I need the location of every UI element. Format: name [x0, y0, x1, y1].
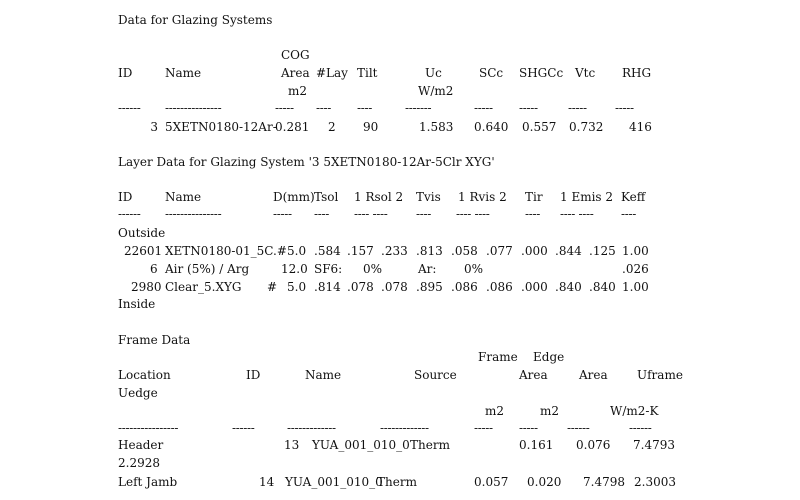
glazing-dash-7: ----- — [474, 101, 493, 115]
glazing-row-name: 5XETN0180-12Ar- — [165, 120, 277, 134]
frame-header-source: Source — [414, 368, 457, 382]
frame-dash-7: ------ — [567, 421, 590, 435]
layer-row2-name: Air (5%) / Arg — [165, 262, 250, 276]
layer-row1-rvis1: .058 — [451, 244, 478, 258]
layer-row3-id: 2980 — [131, 280, 162, 294]
frame-row2-location: Left Jamb — [118, 475, 178, 489]
layer-dash-10: ---- — [621, 207, 637, 221]
layer-row3-d: 5.0 — [287, 280, 307, 294]
header-vtc: Vtc — [575, 66, 596, 80]
frame-header-location: Location — [118, 368, 171, 382]
layer-dash-5: ---- ---- — [354, 207, 388, 221]
glazing-dash-10: ----- — [615, 101, 634, 115]
layer-dash-3: ----- — [273, 207, 292, 221]
layer-dash-2: --------------- — [165, 207, 222, 221]
layer-row1-rsol2: .233 — [381, 244, 408, 258]
glazing-row-scc: 0.640 — [474, 120, 509, 134]
layer-row3-mark: # — [267, 280, 278, 294]
frame-dash-8: ------ — [629, 421, 652, 435]
frame-dash-6: ----- — [519, 421, 538, 435]
layer-row3-rsol1: .078 — [347, 280, 374, 294]
header-uc-unit: W/m2 — [418, 84, 454, 98]
layer-header-rvis: 1 Rvis 2 — [458, 190, 507, 204]
layer-row3-rsol2: .078 — [381, 280, 408, 294]
layer-row1-id: 22601 — [124, 244, 163, 258]
layer-row1-tir: .000 — [521, 244, 548, 258]
layer-inside-label: Inside — [118, 297, 156, 311]
layer-row2-gas2-pct: 0% — [464, 262, 484, 276]
header-scc: SCc — [479, 66, 504, 80]
layer-dash-4: ---- — [314, 207, 330, 221]
layer-row3-tsol: .814 — [314, 280, 341, 294]
frame-row1-uframe: 7.4793 — [633, 438, 675, 452]
frame-row2-source: Therm — [377, 475, 417, 489]
frame-row1-uedge: 2.2928 — [118, 456, 160, 470]
layer-header-rsol: 1 Rsol 2 — [354, 190, 404, 204]
layer-row2-id: 6 — [150, 262, 158, 276]
glazing-title: Data for Glazing Systems — [118, 13, 273, 27]
layer-header-keff: Keff — [621, 190, 646, 204]
frame-dash-5: ----- — [474, 421, 493, 435]
frame-header-area: Area — [519, 368, 548, 382]
glazing-dash-3: ----- — [275, 101, 294, 115]
layer-row1-tsol: .584 — [314, 244, 341, 258]
layer-row3-emis1: .840 — [555, 280, 582, 294]
frame-dash-1: ---------------- — [118, 421, 179, 435]
layer-dash-1: ------ — [118, 207, 141, 221]
frame-header-id: ID — [246, 368, 261, 382]
frame-row2-uedge: 2.3003 — [634, 475, 676, 489]
layer-row1-rsol1: .157 — [347, 244, 374, 258]
layer-title: Layer Data for Glazing System '3 5XETN0180-12Ar-5Clr XYG' — [118, 155, 495, 169]
frame-header-frame: Frame — [478, 350, 518, 364]
layer-row1-d: 5.0 — [287, 244, 307, 258]
header-cog: COG — [281, 48, 310, 62]
frame-row2-name: YUA_001_010_0 — [285, 475, 383, 489]
layer-header-tsol: Tsol — [314, 190, 339, 204]
layer-header-name: Name — [165, 190, 202, 204]
layer-row3-name: Clear_5.XYG — [165, 280, 242, 294]
frame-header-uedge: Uedge — [118, 386, 158, 400]
layer-dash-8: ---- — [525, 207, 541, 221]
header-tilt: Tilt — [357, 66, 378, 80]
glazing-dash-9: ----- — [568, 101, 587, 115]
glazing-row-lay: 2 — [328, 120, 336, 134]
glazing-dash-2: --------------- — [165, 101, 222, 115]
frame-row1-area: 0.161 — [519, 438, 554, 452]
frame-header-edge: Edge — [533, 350, 565, 364]
glazing-row-uc: 1.583 — [419, 120, 454, 134]
frame-row1-location: Header — [118, 438, 164, 452]
layer-row1-keff: 1.00 — [622, 244, 649, 258]
layer-row3-tir: .000 — [521, 280, 548, 294]
layer-header-tir: Tir — [525, 190, 543, 204]
header-area: Area — [281, 66, 310, 80]
layer-dash-6: ---- — [416, 207, 432, 221]
frame-header-uframe: Uframe — [637, 368, 683, 382]
frame-row2-uframe: 7.4798 — [583, 475, 625, 489]
frame-row1-id: 13 — [284, 438, 300, 452]
frame-dash-3: ------------- — [287, 421, 336, 435]
layer-row2-gas1-pct: 0% — [363, 262, 383, 276]
layer-row1-emis1: .844 — [555, 244, 582, 258]
layer-row3-rvis2: .086 — [486, 280, 513, 294]
glazing-dash-5: ---- — [357, 101, 373, 115]
glazing-row-vtc: 0.732 — [569, 120, 604, 134]
layer-header-d: D(mm) — [273, 190, 315, 204]
glazing-dash-4: ---- — [316, 101, 332, 115]
layer-row2-keff: .026 — [622, 262, 649, 276]
header-shgcc: SHGCc — [519, 66, 564, 80]
header-id: ID — [118, 66, 133, 80]
layer-header-id: ID — [118, 190, 133, 204]
frame-row2-edge-area: 0.020 — [527, 475, 562, 489]
glazing-dash-1: ------ — [118, 101, 141, 115]
layer-row2-gas2: Ar: — [418, 262, 437, 276]
layer-row3-rvis1: .086 — [451, 280, 478, 294]
layer-header-emis: 1 Emis 2 — [560, 190, 614, 204]
frame-header-m2-b: m2 — [540, 404, 560, 418]
layer-row2-d: 12.0 — [281, 262, 308, 276]
layer-row3-tvis: .895 — [416, 280, 443, 294]
layer-row3-emis2: .840 — [589, 280, 616, 294]
header-name: Name — [165, 66, 202, 80]
glazing-row-tilt: 90 — [363, 120, 379, 134]
frame-dash-4: ------------- — [380, 421, 429, 435]
frame-row1-source: Therm — [410, 438, 450, 452]
frame-row2-area: 0.057 — [474, 475, 509, 489]
glazing-row-id: 3 — [150, 120, 158, 134]
layer-outside-label: Outside — [118, 226, 166, 240]
glazing-row-shgcc: 0.557 — [522, 120, 557, 134]
frame-row1-edge-area: 0.076 — [576, 438, 611, 452]
frame-header-edge-area: Area — [579, 368, 608, 382]
layer-row2-gas1: SF6: — [314, 262, 343, 276]
frame-title: Frame Data — [118, 333, 191, 347]
header-area-unit: m2 — [288, 84, 308, 98]
layer-row3-keff: 1.00 — [622, 280, 649, 294]
header-uc: Uc — [425, 66, 442, 80]
glazing-row-rhg: 416 — [629, 120, 652, 134]
layer-row1-emis2: .125 — [589, 244, 616, 258]
layer-row1-tvis: .813 — [416, 244, 443, 258]
header-lay: #Lay — [316, 66, 348, 80]
frame-header-name: Name — [305, 368, 342, 382]
frame-header-m2-a: m2 — [485, 404, 505, 418]
frame-header-wm2k: W/m2-K — [610, 404, 659, 418]
layer-row1-rvis2: .077 — [486, 244, 513, 258]
glazing-dash-6: ------- — [405, 101, 432, 115]
layer-row1-name: XETN0180-01_5C.# — [165, 244, 287, 258]
frame-row1-name: YUA_001_010_0 — [312, 438, 410, 452]
frame-dash-2: ------ — [232, 421, 255, 435]
header-rhg: RHG — [622, 66, 652, 80]
layer-header-tvis: Tvis — [416, 190, 441, 204]
glazing-row-area: 0.281 — [275, 120, 310, 134]
layer-dash-9: ---- ---- — [560, 207, 594, 221]
frame-row2-id: 14 — [259, 475, 275, 489]
layer-dash-7: ---- ---- — [456, 207, 490, 221]
glazing-dash-8: ----- — [519, 101, 538, 115]
